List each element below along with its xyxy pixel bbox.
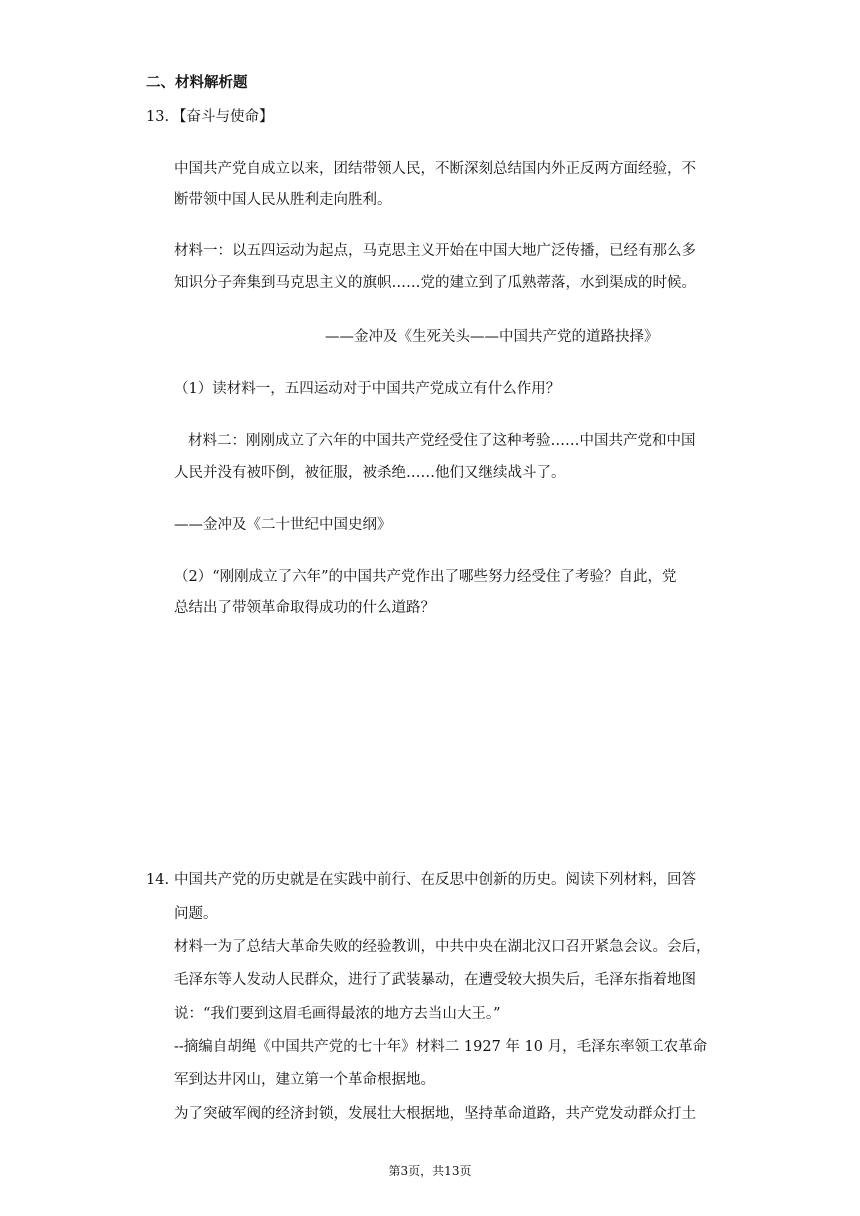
q13-material2-source: ——金冲及《二十世纪中国史纲》 — [174, 517, 392, 533]
q13-material1-source: ——金冲及《生死关头——中国共产党的道路抉择》 — [325, 329, 659, 345]
q13-material1-line-1: 材料一：以五四运动为起点，马克思主义开始在中国大地广泛传播，已经有那么多 — [174, 243, 696, 259]
question-13-title: 【奋斗与使命】 — [172, 109, 274, 125]
question-13-number: 13. — [146, 109, 170, 125]
page-number-footer: 第3页，共13页 — [388, 1164, 472, 1178]
q13-material1-line-2: 知识分子奔集到马克思主义的旗帜……党的建立到了瓜熟蒂落，水到渠成的时候。 — [174, 275, 696, 291]
q14-line-8: 为了突破军阀的经济封锁，发展壮大根据地，坚持革命道路，共产党发动群众打土 — [174, 1106, 696, 1122]
q14-line-2: 问题。 — [174, 906, 218, 922]
q13-material2-line-1: 材料二：刚刚成立了六年的中国共产党经受住了这种考验……中国共产党和中国 — [188, 433, 696, 449]
q13-intro-line-1: 中国共产党自成立以来，团结带领人民，不断深刻总结国内外正反两方面经验，不 — [174, 161, 696, 177]
q13-material2-line-2: 人民并没有被吓倒，被征服，被杀绝……他们又继续战斗了。 — [174, 465, 566, 481]
q13-intro-line-2: 断带领中国人民从胜利走向胜利。 — [174, 192, 392, 208]
q14-line-5: 说：“我们要到这眉毛画得最浓的地方去当山大王。” — [174, 1006, 501, 1022]
section-heading: 二、材料解析题 — [146, 74, 248, 91]
q13-question-2-line-1: （2）“刚刚成立了六年”的中国共产党作出了哪些努力经受住了考验？自此，党 — [174, 569, 677, 585]
q14-line-7: 军到达井冈山，建立第一个革命根据地。 — [174, 1072, 435, 1088]
q14-line-4: 毛泽东等人发动人民群众，进行了武装暴动，在遭受较大损失后，毛泽东指着地图 — [174, 972, 696, 988]
q14-line-6: --摘编自胡绳《中国共产党的七十年》材料二 1927 年 10 月，毛泽东率领工农革命 — [174, 1039, 708, 1055]
question-14-number: 14. — [146, 872, 170, 888]
q14-line-1: 中国共产党的历史就是在实践中前行、在反思中创新的历史。阅读下列材料，回答 — [174, 872, 696, 888]
q13-question-1: （1）读材料一，五四运动对于中国共产党成立有什么作用？ — [174, 381, 561, 397]
q14-line-3: 材料一为了总结大革命失败的经验教训，中共中央在湖北汉口召开紧急会议。会后， — [174, 939, 711, 955]
q13-question-2-line-2: 总结出了带领革命取得成功的什么道路？ — [174, 600, 435, 616]
